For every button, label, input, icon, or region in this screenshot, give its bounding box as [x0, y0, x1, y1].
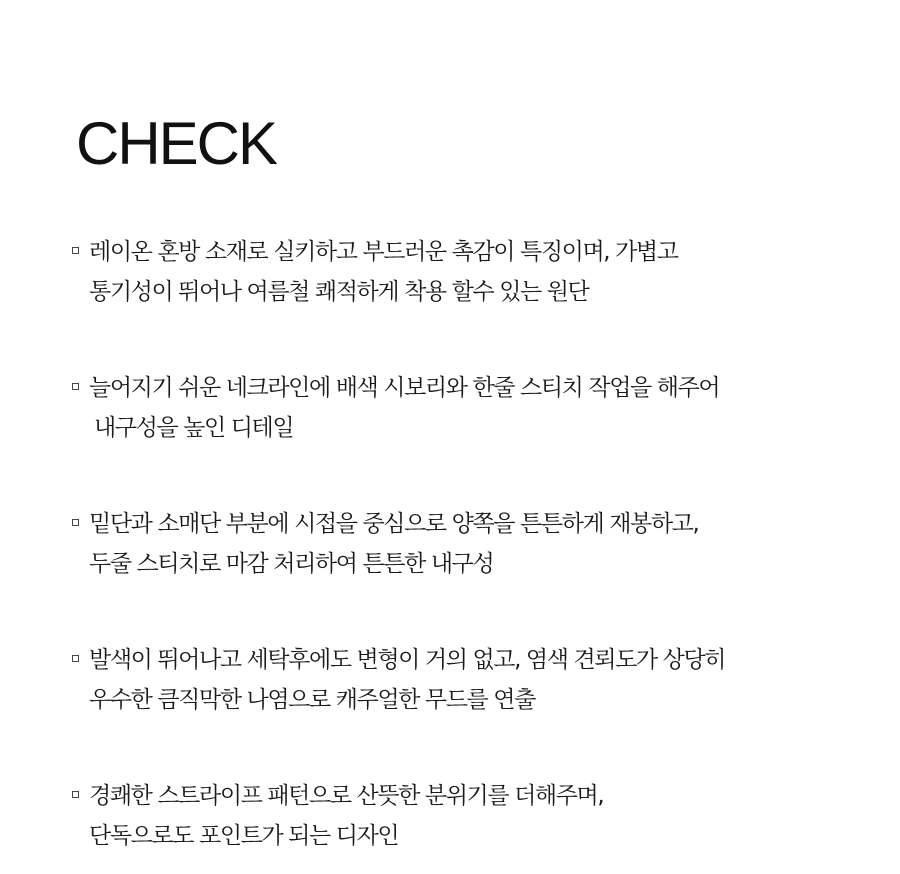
item-line: 내구성을 높인 디테일 [94, 415, 294, 441]
item-line: 경쾌한 스트라이프 패턴으로 산뜻한 분위기를 더해주며, [89, 783, 604, 809]
item-line: 두줄 스티치로 마감 처리하여 튼튼한 내구성 [89, 551, 494, 577]
page-title: CHECK [76, 110, 277, 177]
check-list [72, 232, 872, 856]
item-line: 늘어지기 쉬운 네크라인에 배색 시보리와 한줄 스티치 작업을 해주어 [89, 375, 720, 401]
item-line: 레이온 혼방 소재로 실키하고 부드러운 촉감이 특징이며, 가볍고 [89, 239, 678, 265]
square-bullet-icon [72, 519, 79, 526]
list-item [72, 640, 872, 720]
item-line: 단독으로도 포인트가 되는 디자인 [89, 823, 399, 849]
square-bullet-icon [72, 247, 79, 254]
square-bullet-icon [72, 791, 79, 798]
square-bullet-icon [72, 655, 79, 662]
item-line: 통기성이 뛰어나 여름철 쾌적하게 착용 할수 있는 원단 [89, 279, 589, 305]
list-item [72, 504, 872, 584]
item-line: 우수한 큼직막한 나염으로 캐주얼한 무드를 연출 [89, 687, 535, 713]
square-bullet-icon [72, 383, 79, 390]
list-item [72, 232, 872, 312]
list-item [72, 776, 872, 856]
item-line: 밑단과 소매단 부분에 시접을 중심으로 양쪽을 튼튼하게 재봉하고, [89, 511, 699, 537]
item-line: 발색이 뛰어나고 세탁후에도 변형이 거의 없고, 염색 견뢰도가 상당히 [89, 647, 726, 673]
list-item [72, 368, 872, 448]
